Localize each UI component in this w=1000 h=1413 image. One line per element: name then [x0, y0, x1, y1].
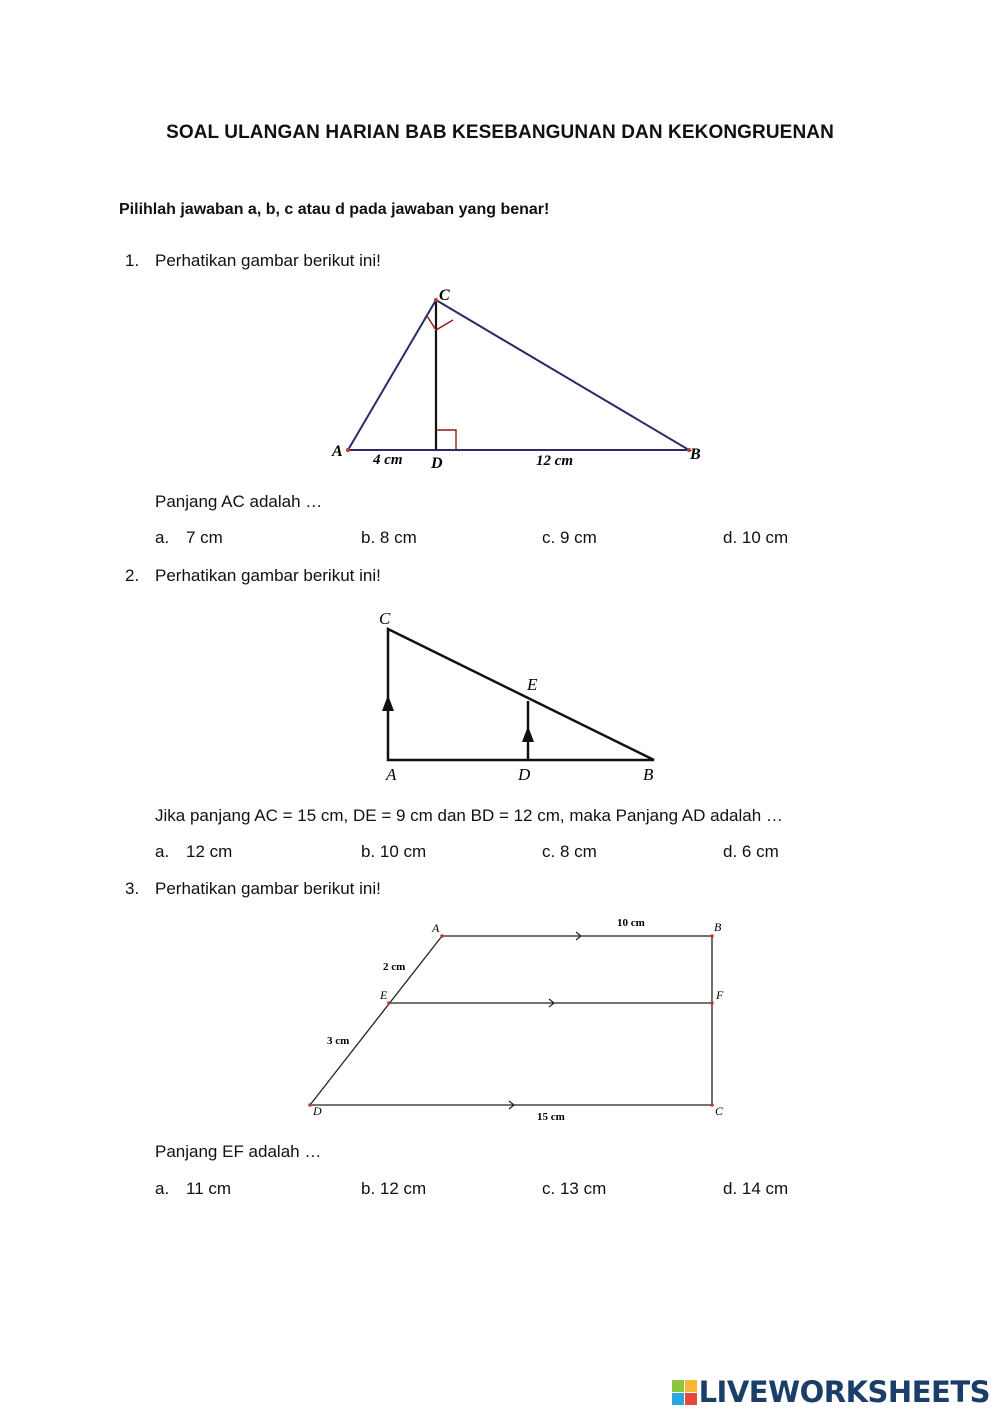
label-ad-length: 4 cm: [373, 452, 403, 468]
label-d: D: [313, 1104, 322, 1118]
q2-option-a[interactable]: 12 cm: [186, 842, 233, 861]
q3-option-a-letter: a.: [155, 1179, 170, 1198]
label-ae-length: 2 cm: [383, 961, 406, 973]
label-db-length: 12 cm: [536, 453, 574, 469]
logo-square-green: [672, 1380, 684, 1392]
label-a: A: [386, 765, 397, 784]
label-d: D: [431, 455, 443, 472]
label-b: B: [714, 920, 722, 934]
q1-option-d[interactable]: d. 10 cm: [723, 528, 789, 547]
page-title: SOAL ULANGAN HARIAN BAB KESEBANGUNAN DAN KEKONGRUENAN: [166, 122, 834, 143]
figure-1-triangle: [320, 280, 720, 480]
q3-option-a[interactable]: 11 cm: [186, 1179, 232, 1198]
question-3-prompt: Perhatikan gambar berikut ini!: [155, 879, 381, 898]
logo-square-blue: [672, 1393, 684, 1405]
question-1-number: 1.: [125, 251, 140, 270]
label-b: B: [643, 765, 654, 784]
label-c: C: [379, 609, 391, 628]
question-3-number: 3.: [125, 879, 140, 898]
label-dc-length: 15 cm: [537, 1111, 565, 1123]
q1-option-a[interactable]: 7 cm: [186, 528, 223, 547]
label-a: A: [432, 921, 440, 935]
q1-option-a-letter: a.: [155, 528, 170, 547]
logo-text: LIVEWORKSHEETS: [698, 1375, 990, 1409]
logo-square-yellow: [685, 1380, 697, 1392]
q2-option-b[interactable]: b. 10 cm: [361, 842, 427, 861]
label-c: C: [715, 1104, 724, 1118]
question-3-text: Panjang EF adalah …: [155, 1142, 322, 1161]
figure-2-triangle: [370, 600, 670, 790]
label-b: B: [690, 446, 701, 463]
liveworksheets-logo[interactable]: [672, 1375, 990, 1409]
question-1-text: Panjang AC adalah …: [155, 492, 323, 511]
label-f: F: [716, 988, 724, 1002]
logo-square-red: [685, 1393, 697, 1405]
label-d: D: [518, 765, 531, 784]
question-2-prompt: Perhatikan gambar berikut ini!: [155, 566, 381, 585]
q3-option-c[interactable]: c. 13 cm: [542, 1179, 607, 1198]
q1-option-c[interactable]: c. 9 cm: [542, 528, 597, 547]
label-e: E: [380, 988, 388, 1002]
label-a: A: [332, 443, 343, 460]
label-e: E: [527, 675, 538, 694]
label-ed-length: 3 cm: [327, 1035, 350, 1047]
logo-mark-icon: [672, 1380, 697, 1405]
q3-option-b[interactable]: b. 12 cm: [361, 1179, 427, 1198]
question-2-number: 2.: [125, 566, 140, 585]
instructions: Pilihlah jawaban a, b, c atau d pada jawaban yang benar!: [119, 201, 550, 218]
label-ab-length: 10 cm: [617, 917, 645, 929]
q1-option-b[interactable]: b. 8 cm: [361, 528, 417, 547]
figure-3-trapezoid: [300, 910, 750, 1130]
question-2-text: Jika panjang AC = 15 cm, DE = 9 cm dan BD = 12 cm, maka Panjang AD adalah …: [155, 806, 783, 825]
q2-option-d[interactable]: d. 6 cm: [723, 842, 779, 861]
q3-option-d[interactable]: d. 14 cm: [723, 1179, 789, 1198]
label-c: C: [439, 287, 450, 304]
q2-option-c[interactable]: c. 8 cm: [542, 842, 597, 861]
q2-option-a-letter: a.: [155, 842, 170, 861]
question-1-prompt: Perhatikan gambar berikut ini!: [155, 251, 381, 270]
